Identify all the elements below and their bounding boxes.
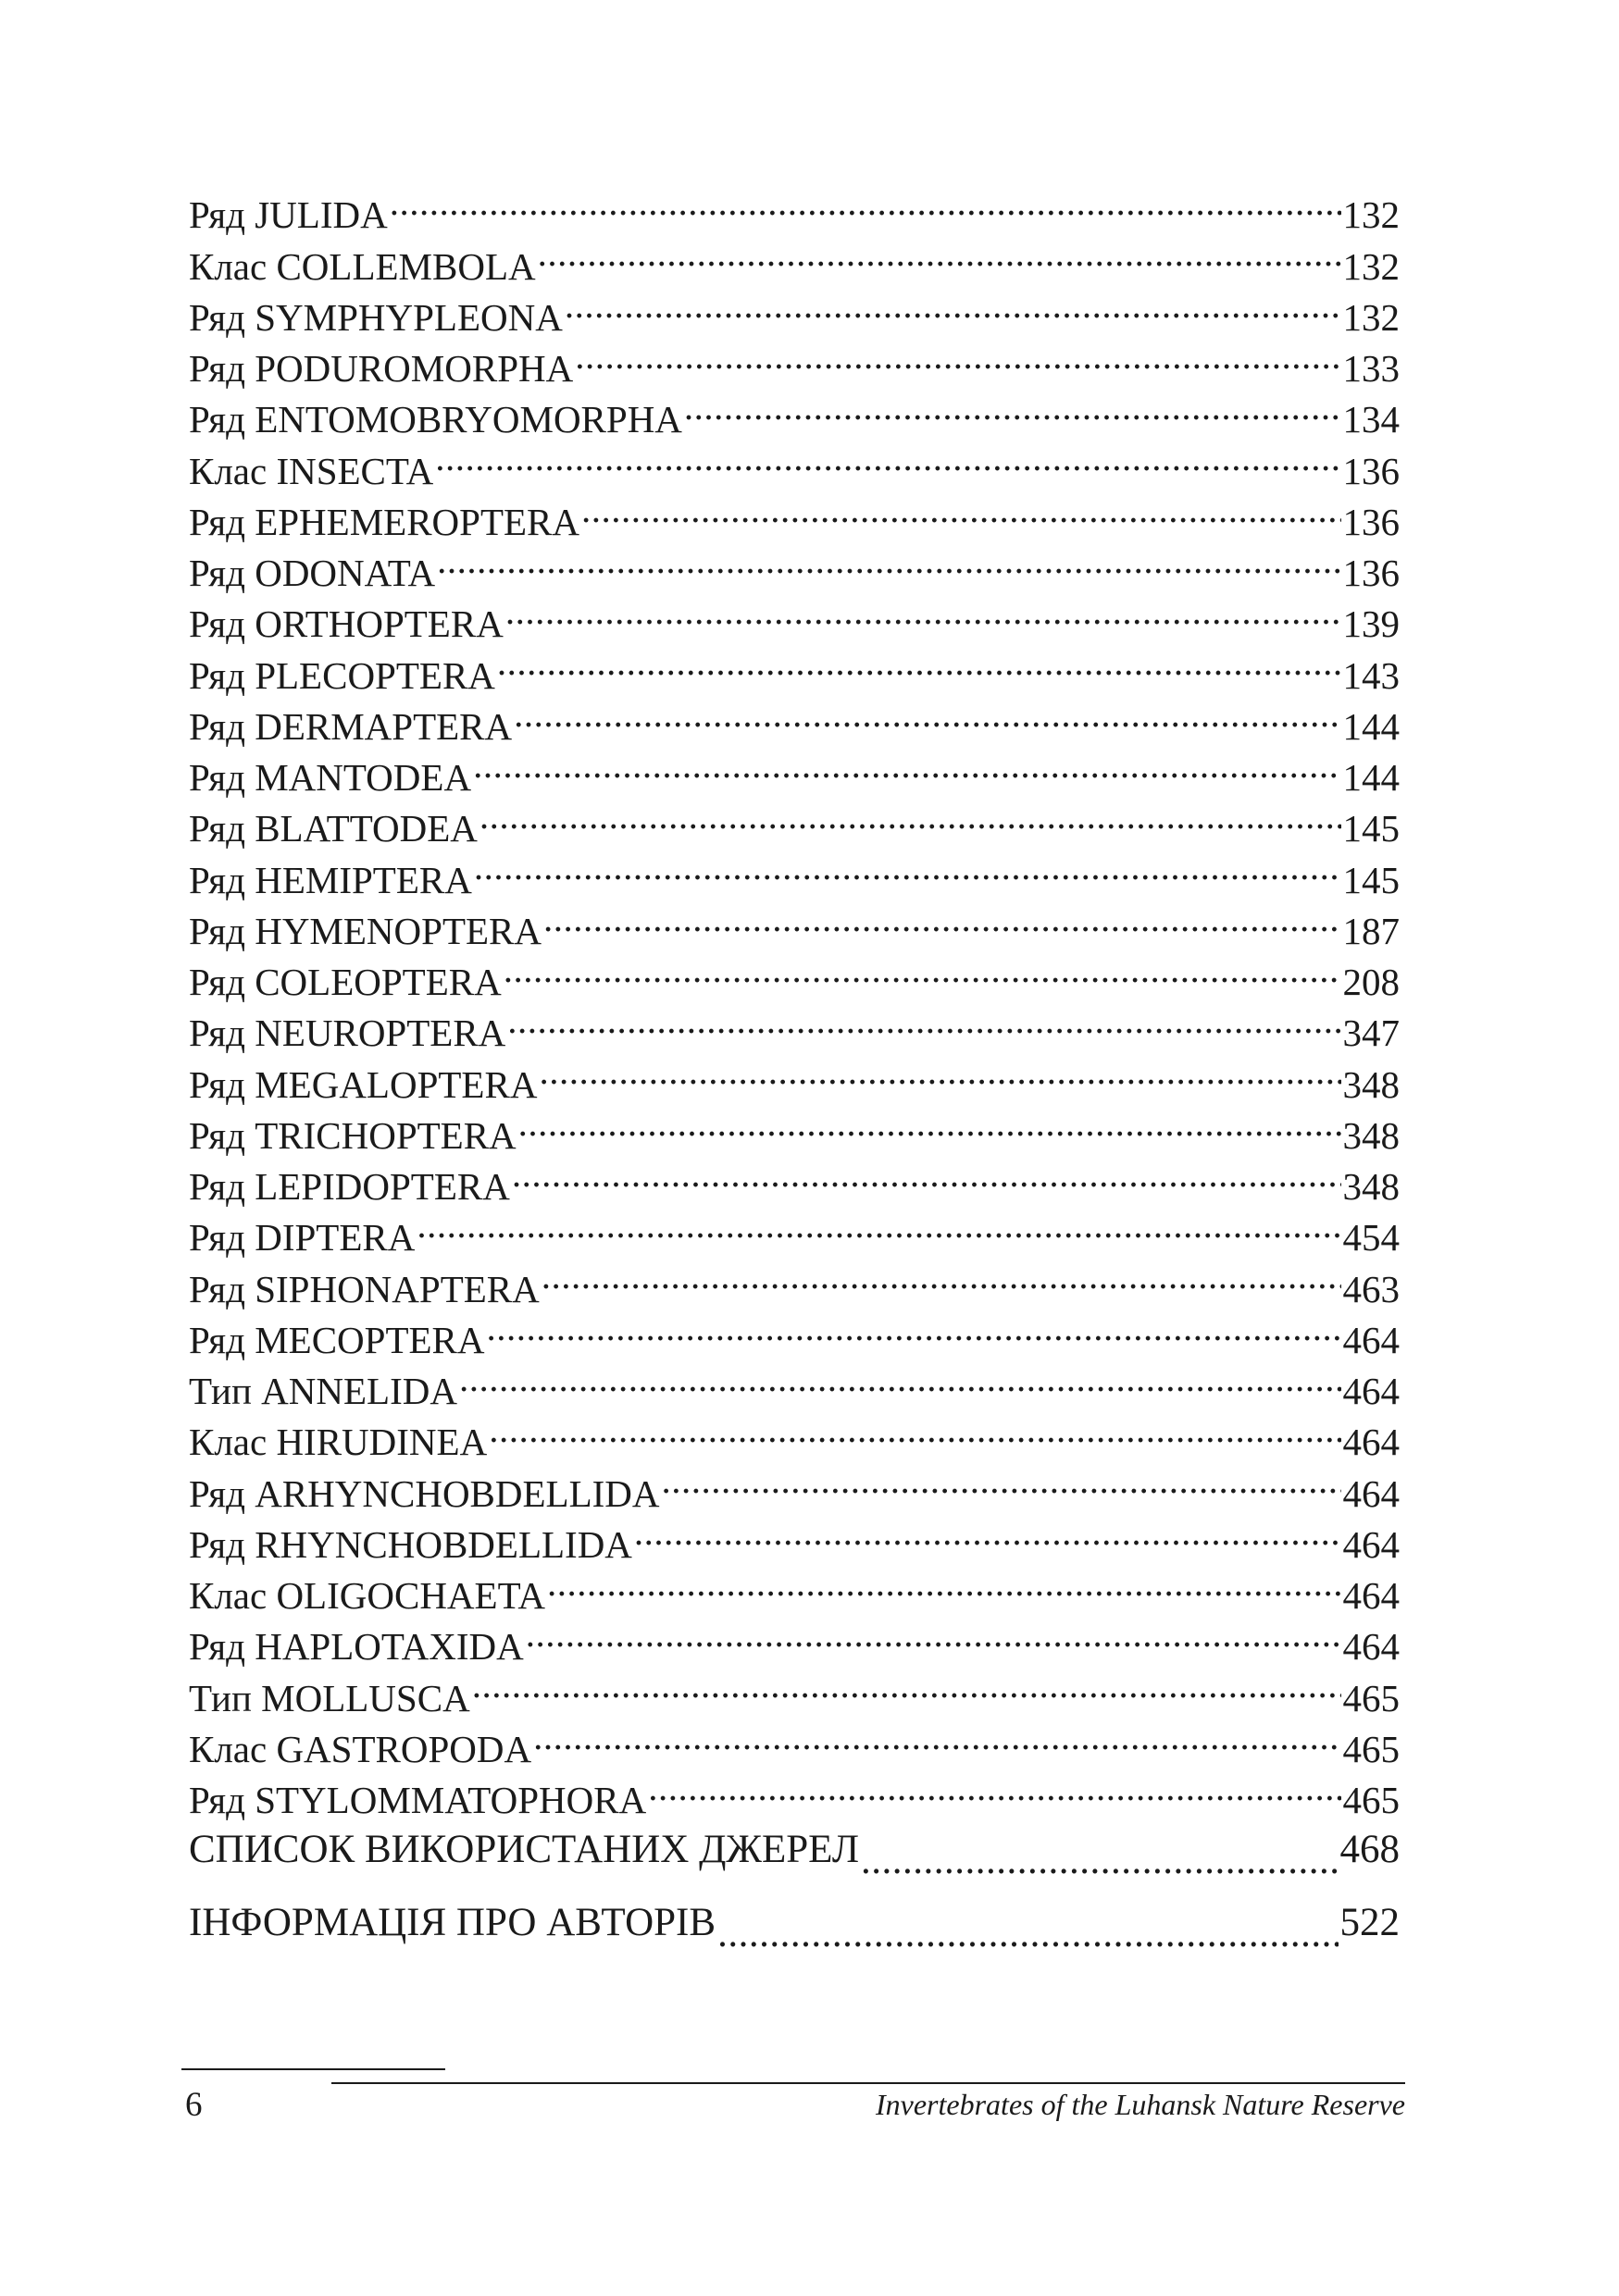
dot-leader	[634, 1507, 1341, 1558]
dot-leader	[542, 1250, 1341, 1301]
toc-page-number: 468	[1339, 1828, 1400, 1871]
toc-entry-label: Ряд NEUROPTERA	[189, 1011, 506, 1055]
toc-page-number: 522	[1339, 1901, 1400, 1944]
dot-leader	[533, 1711, 1340, 1762]
toc-page-number: 136	[1342, 552, 1400, 594]
dot-leader	[390, 177, 1341, 228]
toc-entry-label: Клас COLLEMBOLA	[189, 244, 536, 288]
toc-entries	[189, 177, 1400, 1821]
toc-page-number: 143	[1342, 653, 1400, 697]
toc-section-row	[189, 1813, 1400, 1886]
toc-entry-label: Ряд TRICHOPTERA	[189, 1113, 517, 1157]
toc-page-number: 348	[1342, 1062, 1400, 1106]
dot-leader	[565, 279, 1341, 330]
toc-page-number: 464	[1342, 1625, 1400, 1669]
toc-entry-label: Ряд DIPTERA	[189, 1216, 416, 1260]
toc-page-number: 465	[1342, 1727, 1400, 1770]
toc-entry-label: Ряд HEMIPTERA	[189, 858, 472, 901]
toc-entry-label: Ряд MANTODEA	[189, 756, 472, 799]
toc-page-number: 208	[1342, 961, 1400, 1003]
toc-page-number: 464	[1342, 1318, 1400, 1361]
toc-entry-label: Тип ANNELIDA	[189, 1370, 457, 1412]
dot-leader	[662, 1455, 1341, 1506]
toc-entry-label: Тип MOLLUSCA	[189, 1676, 470, 1719]
dot-leader	[479, 790, 1341, 841]
dot-leader	[648, 1762, 1340, 1813]
toc-page-number: 132	[1342, 244, 1400, 288]
running-footer-title: Invertebrates of the Luhansk Nature Reserve	[875, 2088, 1405, 2121]
toc-page-number: 187	[1342, 909, 1400, 952]
table-of-contents	[189, 177, 1400, 1959]
dot-leader	[538, 228, 1341, 279]
toc-entry-label: Ряд RHYNCHOBDELLIDA	[189, 1522, 632, 1566]
dot-leader	[547, 1558, 1341, 1608]
toc-entry-label: Ряд PLECOPTERA	[189, 653, 495, 697]
toc-page-number: 132	[1342, 193, 1400, 237]
toc-page-number: 134	[1342, 398, 1400, 441]
dot-leader	[507, 995, 1340, 1046]
dot-leader	[717, 1886, 1338, 1959]
toc-row	[189, 177, 1400, 237]
dot-leader	[526, 1608, 1341, 1659]
dot-leader	[518, 1098, 1341, 1148]
toc-entry-label: Клас INSECTA	[189, 449, 434, 492]
dot-leader	[581, 484, 1340, 535]
dot-leader	[459, 1353, 1341, 1404]
toc-entry-label: Ряд ODONATA	[189, 552, 436, 594]
toc-entry-label: Ряд DERMAPTERA	[189, 704, 513, 748]
dot-leader	[474, 841, 1341, 892]
toc-entry-label: Ряд SYMPHYPLEONA	[189, 295, 563, 339]
toc-entry-label: Ряд STYLOMMATOPHORA	[189, 1779, 647, 1821]
toc-page-number: 139	[1342, 602, 1400, 646]
toc-entry-label: Клас OLIGOCHAETA	[189, 1574, 545, 1617]
toc-entry-label: Ряд SIPHONAPTERA	[189, 1267, 540, 1310]
toc-page-number: 464	[1342, 1522, 1400, 1566]
dot-leader	[473, 739, 1340, 790]
dot-leader	[487, 1302, 1341, 1353]
dot-leader	[861, 1813, 1339, 1886]
toc-entry-label: Ряд PODUROMORPHA	[189, 347, 574, 390]
dot-leader	[543, 893, 1341, 944]
toc-entry-label: СПИСОК ВИКОРИСТАНИХ ДЖЕРЕЛ	[189, 1828, 859, 1871]
toc-entry-label: Ряд MEGALOPTERA	[189, 1062, 538, 1106]
toc-entry-label: Ряд ORTHOPTERA	[189, 602, 504, 646]
toc-page-number: 464	[1342, 1370, 1400, 1412]
toc-entry-label: Ряд ARHYNCHOBDELLIDA	[189, 1471, 660, 1515]
toc-entry-label: Ряд HAPLOTAXIDA	[189, 1625, 524, 1669]
dot-leader	[684, 381, 1341, 432]
footer-divider-short	[181, 2068, 445, 2070]
toc-entry-label: Ряд MECOPTERA	[189, 1318, 485, 1361]
toc-page-number: 136	[1342, 449, 1400, 492]
toc-sections	[189, 1813, 1400, 1959]
toc-entry-label: Ряд BLATTODEA	[189, 807, 478, 850]
toc-entry-label: Клас HIRUDINEA	[189, 1421, 488, 1464]
dot-leader	[417, 1199, 1340, 1250]
toc-page-number: 464	[1342, 1574, 1400, 1617]
toc-page-number: 463	[1342, 1267, 1400, 1310]
toc-entry-label: Ряд JULIDA	[189, 193, 388, 237]
toc-entry-label: Ряд HYMENOPTERA	[189, 909, 542, 952]
toc-entry-label: Ряд EPHEMEROPTERA	[189, 500, 580, 543]
toc-page-number: 144	[1342, 756, 1400, 799]
dot-leader	[504, 944, 1341, 995]
dot-leader	[575, 330, 1340, 381]
toc-page-number: 454	[1342, 1216, 1400, 1260]
toc-page-number: 465	[1342, 1676, 1400, 1719]
dot-leader	[472, 1659, 1341, 1710]
dot-leader	[497, 637, 1341, 688]
toc-page-number: 465	[1342, 1779, 1400, 1821]
toc-entry-label: Ряд LEPIDOPTERA	[189, 1165, 510, 1208]
dot-leader	[435, 432, 1340, 483]
toc-page-number: 347	[1342, 1011, 1400, 1055]
toc-page-number: 464	[1342, 1471, 1400, 1515]
dot-leader	[489, 1404, 1340, 1455]
toc-entry-label: Ряд ENTOMOBRYOMORPHA	[189, 398, 682, 441]
dot-leader	[505, 586, 1341, 637]
toc-page-number: 145	[1342, 807, 1400, 850]
dot-leader	[512, 1148, 1341, 1199]
dot-leader	[539, 1046, 1340, 1097]
toc-page-number: 136	[1342, 500, 1400, 543]
toc-page-number: 144	[1342, 704, 1400, 748]
toc-entry-label: Ряд COLEOPTERA	[189, 961, 502, 1003]
toc-page-number: 348	[1342, 1113, 1400, 1157]
toc-entry-label: ІНФОРМАЦІЯ ПРО АВТОРІВ	[189, 1901, 716, 1944]
toc-section-row	[189, 1886, 1400, 1959]
page-number: 6	[185, 2086, 203, 2124]
toc-entry-label: Клас GASTROPODA	[189, 1727, 532, 1770]
toc-page-number: 133	[1342, 347, 1400, 390]
dot-leader	[437, 535, 1340, 586]
toc-page-number: 348	[1342, 1165, 1400, 1208]
dot-leader	[514, 689, 1340, 739]
toc-page-number: 464	[1342, 1421, 1400, 1464]
toc-page-number: 132	[1342, 295, 1400, 339]
toc-page-number: 145	[1342, 858, 1400, 901]
